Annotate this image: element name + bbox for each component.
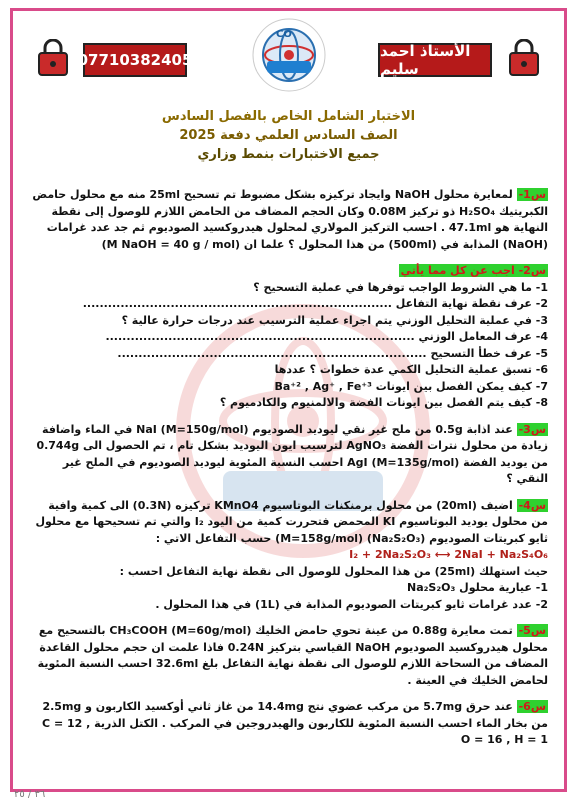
teacher-name: الأستاذ احمد سليم: [378, 43, 492, 77]
question-text: عند اذابة 0.5g من ملح غير نقي ليوديد الصوديوم NaI (M=150g/mol) في الماء واضافة زيادة من محلول نترات الفضة AgNO₃ لترسيب ايون اليوديد بشكل تام ، تم الحصول الى 0.744g من يوديد الفضة AgI (M=135g/mol) احسب النسبة المئوية ليوديد الصوديوم في الملح غير النقي ؟: [36, 422, 548, 485]
question-1: [29, 187, 548, 253]
svg-text:CO: CO: [275, 29, 292, 40]
exam-titles: [13, 107, 564, 164]
question-label: س6-: [518, 700, 546, 713]
question-4: [29, 498, 548, 614]
list-item: 6- تسبق عملية التحليل الكمي عدة خطوات ؟ عددها: [274, 363, 548, 376]
title-line-1: الاختبار الشامل الخاص بالفصل السادس: [161, 109, 416, 124]
list-item: 3- في عملية التحليل الوزني يتم اجراء عملية الترسيب عند درجات حرارة عالية ؟: [121, 313, 548, 327]
list-item: 1- ما هي الشروط الواجب توفرها في عملية التسحيح ؟: [253, 280, 548, 294]
list-item: 4- عرف المعامل الوزني ..........................................................................: [105, 330, 548, 343]
question-3: [29, 422, 548, 488]
question-text: لمعايرة محلول NaOH وايجاد تركيزه بشكل مضبوط تم تسحيح 25ml منه مع محلول حامض الكبريتيك H₂SO₄ ذو تركيز 0.08M وكان الحجم المضاف من الحامض اللازم للوصول إلى نقطة النهاية هو 47.1ml . احسب التركيز المولاري لمحلول هيدروكسيد الصوديوم ثم جد عدد غرامات (NaOH) المذابة في (500ml) من هذا المحلول ؟ علما ان (M NaOH = 40 g / mol): [32, 188, 548, 251]
question-label: س3-: [518, 422, 546, 436]
title-line-3: جميع الاختبارات بنمط وزاري: [197, 147, 380, 162]
header: [13, 11, 564, 103]
logo-icon: [249, 15, 329, 95]
question-text: عند حرق 5.7mg من مركب عضوي نتج 14.4mg من غاز ثاني أوكسيد الكاربون و 2.5mg من بخار الماء احسب النسبة المئوية للكاربون والهيدروجين في المركب . الكتل الذرية C = 12 , O = 16 , H = 1: [42, 700, 548, 746]
page-frame: [10, 8, 567, 792]
question-6: [29, 699, 548, 749]
list-item: 8- كيف يتم الفصل بين ايونات الفضة والالمنيوم والكادميوم ؟: [219, 396, 548, 409]
question-text: اضيف (20ml) من محلول برمنكنات البوتاسيوم KMnO4 تركيزه (0.3N) الى كمية وافية من محلول يوديد البوتاسيوم KI المحمض فتحررت كمية من اليود I₂ والتي تم تسحيحها مع محلول ثايو كبريتات الصوديوم (Na₂S₂O₃) (M=158g/mol) حسب التفاعل الاتي :: [35, 498, 548, 545]
lock-ornament-icon: [496, 39, 552, 79]
question-label: س4-: [518, 498, 546, 512]
lock-ornament-icon: [25, 39, 81, 79]
list-item: 2- عرف نقطة نهاية التفاعل ..........................................................................: [82, 297, 548, 310]
reaction-equation: I₂ + 2Na₂S₂O₃ ⟷ 2NaI + Na₂S₄O₆: [349, 548, 548, 561]
question-label: س2- اجب عن كل مما يأتي: [400, 264, 546, 277]
list-item: 5- عرف خطأ التسحيح ..........................................................................: [117, 346, 548, 360]
question-text-2: حيث استهلك (25ml) من هذا المحلول للوصول الى نقطة نهاية التفاعل احسب :: [119, 564, 548, 578]
phone-number: 07710382405: [83, 43, 187, 77]
questions-area: [29, 187, 548, 759]
question-5: [29, 623, 548, 689]
list-item: 2- عدد غرامات ثايو كبريتات الصوديوم المذابة في (1L) في هذا المحلول .: [155, 597, 548, 611]
list-item: 7- كيف يمكن الفصل بين ايونات Ba⁺² , Ag⁺ , Fe⁺³: [274, 379, 548, 393]
title-line-2: الصف السادس العلمي دفعة 2025: [179, 128, 398, 143]
list-item: 1- عيارية محلول Na₂S₂O₃: [406, 581, 548, 594]
question-label: س1-: [518, 188, 546, 201]
question-2: [29, 263, 548, 412]
question-label: س5-: [518, 624, 546, 637]
page-number: ٣٦ / ٢٥: [14, 789, 46, 800]
question-text: تمت معايرة 0.88g من عينة تحوي حامض الخليك CH₃COOH (M=60g/mol) بالتسحيح مع محلول هيدروكسيد الصوديوم NaOH القياسي بتركيز 0.24N فاذا علمت ان حجم محلول القاعدة المضاف من السحاحة اللازم للوصول الى نقطة نهاية التفاعل بلغ 32.6ml احسب النسبة المئوية لحامض الخليك في العينة .: [37, 624, 548, 687]
